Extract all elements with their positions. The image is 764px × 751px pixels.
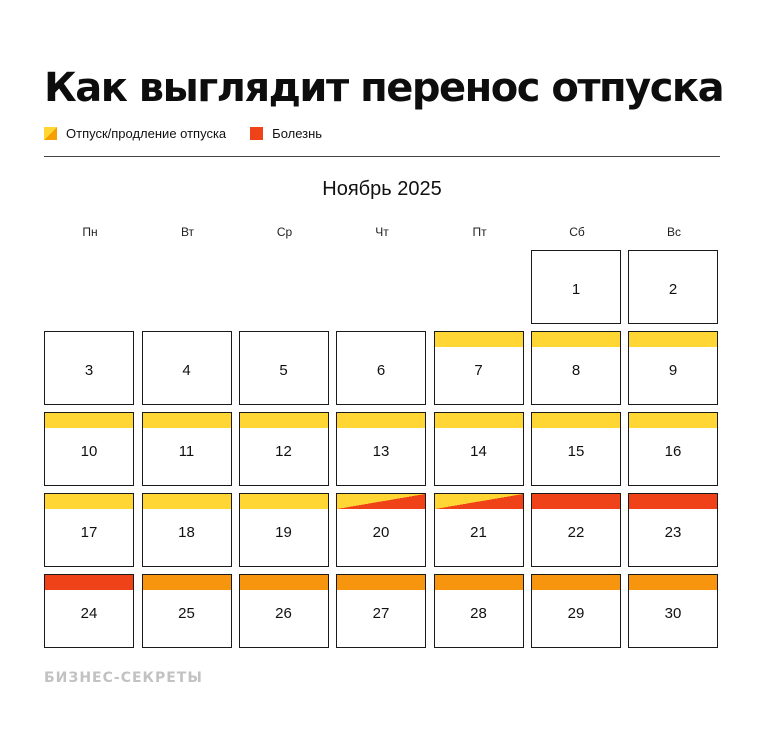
- day-number: 10: [80, 443, 98, 460]
- day-number: 8: [571, 362, 581, 379]
- day-number: 28: [470, 605, 487, 622]
- day-cell: [531, 493, 621, 567]
- day-status-band: [45, 575, 133, 590]
- day-status-band: [532, 413, 620, 428]
- day-cell: [44, 574, 134, 648]
- day-number: 19: [275, 524, 292, 541]
- day-number: 27: [372, 605, 390, 622]
- day-number: 15: [567, 443, 585, 460]
- day-number: 11: [178, 443, 195, 460]
- day-status-band: [629, 575, 717, 590]
- page-title: Как выглядит перенос отпуска: [44, 65, 724, 111]
- day-cell: [628, 493, 718, 567]
- weekday-label: Пн: [82, 225, 98, 239]
- day-cell: [531, 331, 621, 405]
- day-status-band: [532, 575, 620, 590]
- day-status-band: [337, 575, 425, 590]
- weekday-label: Вт: [180, 225, 195, 239]
- day-status-band: [143, 413, 231, 428]
- weekday-label: Пт: [472, 225, 487, 239]
- vacation-swatch-icon: [44, 127, 57, 140]
- day-cell: [628, 574, 718, 648]
- day-cell: [142, 493, 232, 567]
- day-status-band: [240, 575, 328, 590]
- day-status-band: [532, 332, 620, 347]
- day-number: 1: [571, 281, 581, 298]
- weekday-label: Вс: [666, 225, 681, 239]
- legend-item-sick: [250, 126, 322, 141]
- day-number: 20: [372, 524, 390, 541]
- legend-item-vacation: [44, 126, 226, 141]
- day-cell: [531, 412, 621, 486]
- day-cell: [628, 331, 718, 405]
- day-cell: [142, 412, 232, 486]
- day-status-band: [629, 494, 717, 509]
- day-number: 26: [275, 605, 292, 622]
- day-cell: [336, 412, 426, 486]
- legend-label-sick: Болезнь: [272, 126, 323, 141]
- day-number: 18: [178, 524, 195, 541]
- day-status-band: [532, 494, 620, 509]
- day-status-band: [435, 575, 523, 590]
- day-cell: [628, 250, 718, 324]
- day-number: 2: [668, 281, 678, 298]
- day-cell: [239, 331, 329, 405]
- day-cell: [434, 331, 524, 405]
- weekday-label: Ср: [276, 225, 293, 239]
- legend-label-vacation: Отпуск/продление отпуска: [66, 126, 227, 141]
- day-cell: [336, 331, 426, 405]
- day-cell: [434, 574, 524, 648]
- day-number: 23: [664, 524, 682, 541]
- day-status-band: [435, 332, 523, 347]
- day-number: 14: [470, 443, 487, 460]
- weekday-header: [44, 225, 720, 239]
- day-cell: [434, 493, 524, 567]
- day-number: 4: [182, 362, 191, 379]
- legend: [44, 126, 346, 141]
- day-cell: [239, 412, 329, 486]
- day-cell: [239, 493, 329, 567]
- day-cell: [336, 493, 426, 567]
- day-number: 21: [470, 524, 487, 541]
- day-status-band: [337, 494, 425, 509]
- day-status-band: [629, 332, 717, 347]
- day-number: 3: [84, 362, 94, 379]
- day-status-band: [337, 413, 425, 428]
- day-cell: [44, 493, 134, 567]
- day-number: 30: [664, 605, 682, 622]
- day-status-band: [240, 413, 328, 428]
- day-cell: [628, 412, 718, 486]
- day-number: 6: [376, 362, 386, 379]
- day-cell: [44, 331, 134, 405]
- day-number: 16: [664, 443, 682, 460]
- day-status-band: [45, 494, 133, 509]
- day-status-band: [629, 413, 717, 428]
- day-number: 24: [80, 605, 98, 622]
- day-number: 29: [567, 605, 585, 622]
- day-status-band: [143, 575, 231, 590]
- day-number: 22: [567, 524, 585, 541]
- day-status-band: [435, 413, 523, 428]
- day-status-band: [435, 494, 523, 509]
- day-number: 25: [178, 605, 195, 622]
- day-cell: [239, 574, 329, 648]
- divider: [44, 156, 720, 157]
- day-status-band: [45, 413, 133, 428]
- day-cell: [531, 250, 621, 324]
- sick-swatch-icon: [250, 127, 263, 140]
- day-number: 13: [372, 443, 390, 460]
- day-number: 12: [275, 443, 292, 460]
- day-status-band: [143, 494, 231, 509]
- weekday-label: Чт: [375, 225, 389, 239]
- weekday-label: Сб: [569, 225, 585, 239]
- day-cell: [44, 412, 134, 486]
- day-number: 5: [279, 362, 288, 379]
- day-number: 7: [474, 362, 483, 379]
- day-number: 17: [80, 524, 98, 541]
- day-number: 9: [668, 362, 678, 379]
- brand-logo: БИЗНЕС-СЕКРЕТЫ: [44, 670, 203, 686]
- day-cell: [142, 574, 232, 648]
- month-title: Ноябрь 2025: [322, 178, 442, 200]
- day-cell: [336, 574, 426, 648]
- day-status-band: [240, 494, 328, 509]
- day-cell: [531, 574, 621, 648]
- day-cell: [142, 331, 232, 405]
- day-cell: [434, 412, 524, 486]
